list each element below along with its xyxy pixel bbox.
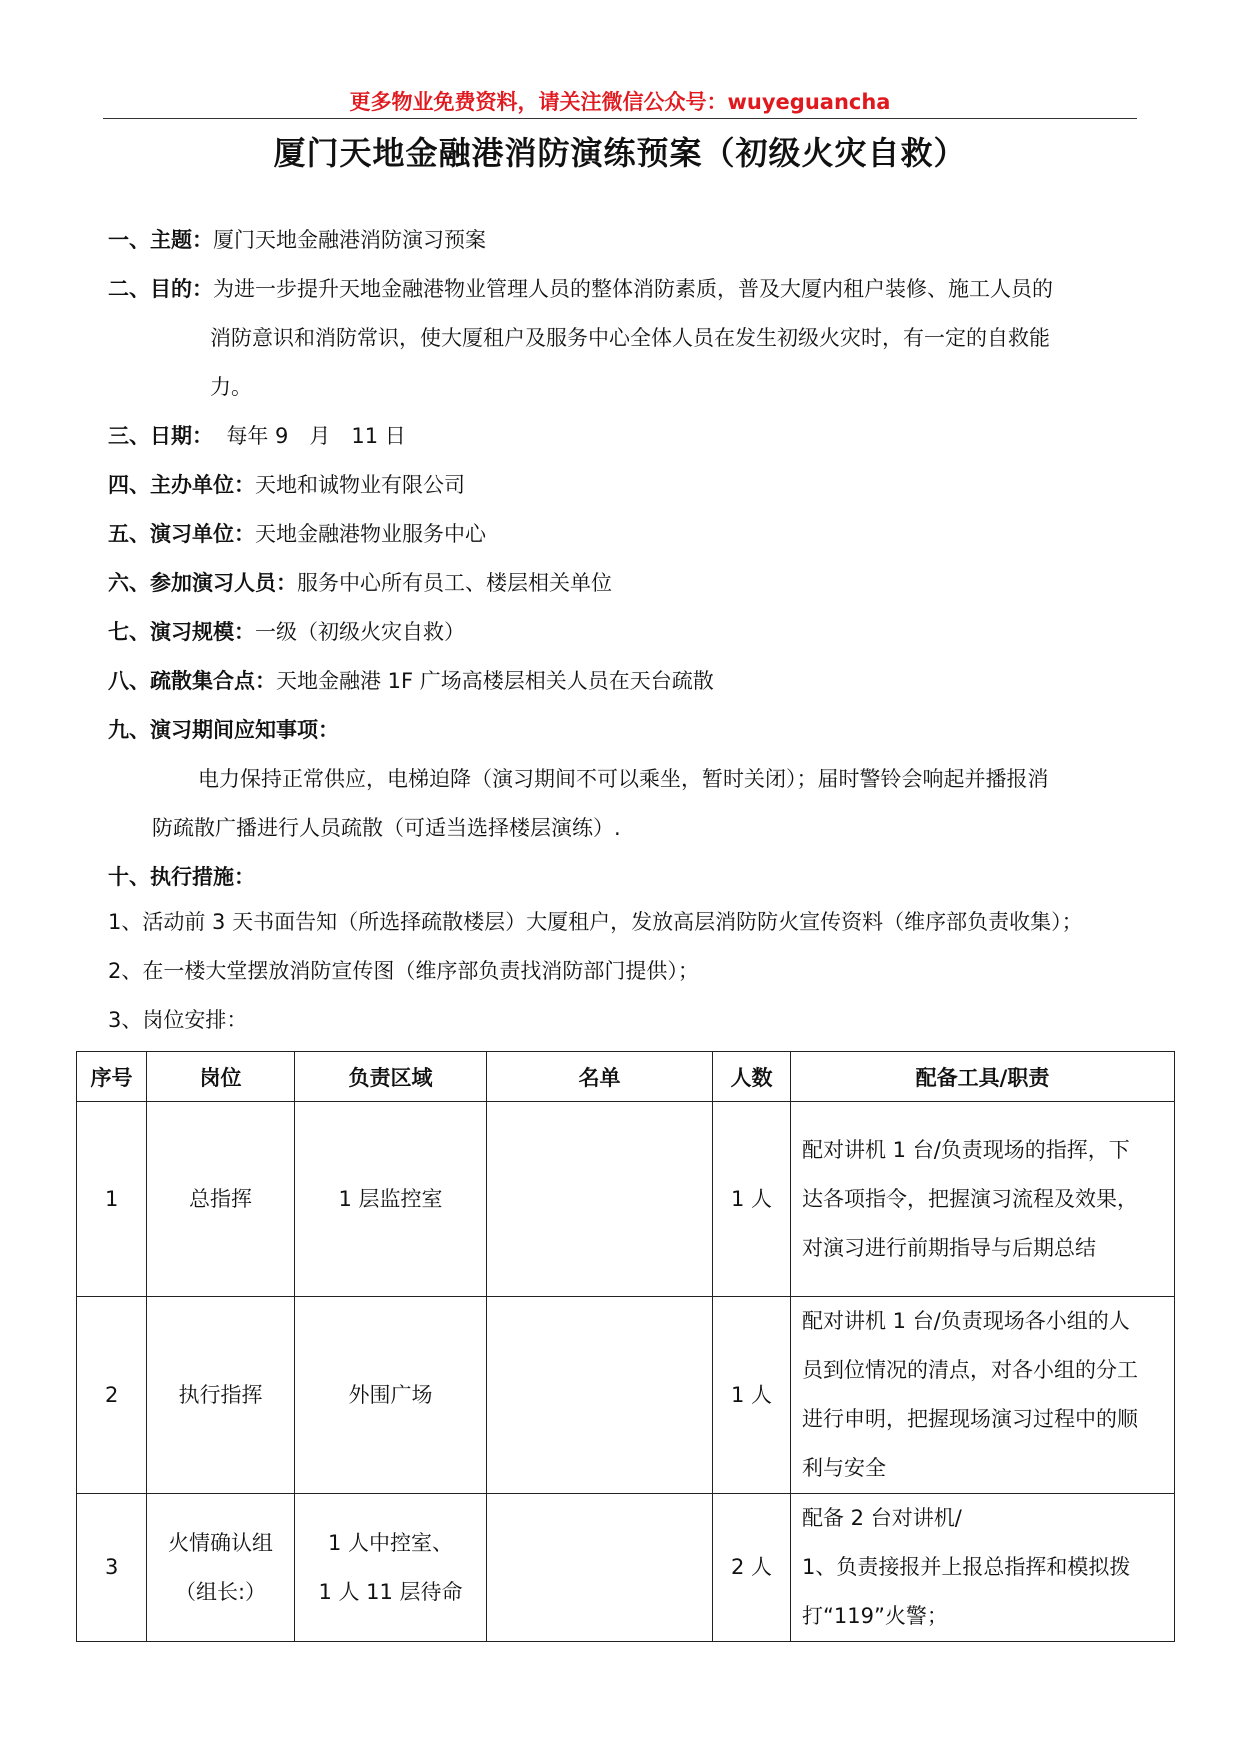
table-row <box>77 1102 1175 1297</box>
section-purpose <box>108 265 1138 314</box>
header-divider <box>103 118 1137 119</box>
cell-area-line: 1 人中控室、 <box>327 1530 454 1555</box>
column-header-post: 岗位 <box>147 1052 295 1102</box>
table-header-row <box>77 1052 1175 1102</box>
section-date <box>108 412 1138 461</box>
cell-post <box>147 1102 295 1297</box>
section-label: 六、参加演习人员： <box>108 571 297 595</box>
cell-area <box>295 1297 487 1494</box>
column-header-area: 负责区域 <box>295 1052 487 1102</box>
section-label: 八、疏散集合点： <box>108 669 276 693</box>
column-header-count: 人数 <box>713 1052 791 1102</box>
cell-duty <box>791 1494 1175 1642</box>
section-text: 为进一步提升天地金融港物业管理人员的整体消防素质，普及大厦内租户装修、施工人员的 <box>213 277 1053 301</box>
cell-post-line: 执行指挥 <box>178 1382 263 1407</box>
cell-names <box>487 1494 713 1642</box>
cell-area <box>295 1494 487 1642</box>
cell-count: 1 人 <box>713 1297 791 1494</box>
cell-duty-line: 进行申明，把握现场演习过程中的顺 <box>802 1407 1138 1431</box>
section-notes <box>108 706 1138 755</box>
post-assignment-table <box>76 1051 1175 1642</box>
plan-sections <box>108 216 1138 902</box>
section-participants <box>108 559 1138 608</box>
section-assembly-point <box>108 657 1138 706</box>
section-label: 二、目的： <box>108 277 213 301</box>
cell-duty <box>791 1102 1175 1297</box>
step-item: 1、活动前 3 天书面告知（所选择疏散楼层）大厦租户，发放高层消防防火宣传资料（维序部负责收集）； <box>108 910 1083 934</box>
cell-duty-line: 打“119”火警； <box>802 1604 948 1628</box>
cell-post <box>147 1494 295 1642</box>
cell-area-line: 1 人 11 层待命 <box>318 1579 463 1604</box>
section-theme <box>108 216 1138 265</box>
cell-no: 2 <box>77 1297 147 1494</box>
section-text: 天地和诚物业有限公司 <box>255 473 465 497</box>
cell-duty-line: 1、负责接报并上报总指挥和模拟拨 <box>802 1555 1131 1579</box>
section-notes-text: 电力保持正常供应，电梯迫降（演习期间不可以乘坐，暂时关闭）；届时警铃会响起并播报消 <box>198 767 1049 791</box>
section-text: 厦门天地金融港消防演习预案 <box>213 228 486 252</box>
measure-steps <box>108 898 1138 1045</box>
section-label: 十、执行措施： <box>108 865 255 889</box>
step-item: 3、岗位安排： <box>108 1008 248 1032</box>
cell-post <box>147 1297 295 1494</box>
cell-count: 1 人 <box>713 1102 791 1297</box>
column-header-names: 名单 <box>487 1052 713 1102</box>
section-measures <box>108 853 1138 902</box>
cell-no: 1 <box>77 1102 147 1297</box>
cell-area-line: 1 层监控室 <box>338 1186 443 1211</box>
cell-duty-line: 配对讲机 1 台/负责现场各小组的人 <box>802 1309 1130 1333</box>
cell-area <box>295 1102 487 1297</box>
section-purpose-cont: 消防意识和消防常识，使大厦租户及服务中心全体人员在发生初级火灾时，有一定的自救能 <box>210 326 1050 350</box>
cell-post-line: 火情确认组 <box>168 1530 273 1555</box>
column-header-no: 序号 <box>77 1052 147 1102</box>
section-text: 服务中心所有员工、楼层相关单位 <box>297 571 612 595</box>
cell-no: 3 <box>77 1494 147 1642</box>
cell-area-line: 外围广场 <box>348 1382 433 1407</box>
table-row <box>77 1494 1175 1642</box>
section-notes-text: 防疏散广播进行人员疏散（可适当选择楼层演练）. <box>152 816 621 840</box>
section-label: 三、日期： <box>108 424 213 448</box>
section-purpose-cont: 力。 <box>210 375 252 399</box>
section-text: 天地金融港物业服务中心 <box>255 522 486 546</box>
step-item: 2、在一楼大堂摆放消防宣传图（维序部负责找消防部门提供）； <box>108 959 699 983</box>
section-label: 一、主题： <box>108 228 213 252</box>
section-scale <box>108 608 1138 657</box>
section-label: 四、主办单位： <box>108 473 255 497</box>
section-label: 九、演习期间应知事项： <box>108 718 339 742</box>
column-header-duty: 配备工具/职责 <box>791 1052 1175 1102</box>
cell-duty-line: 员到位情况的清点，对各小组的分工 <box>802 1358 1138 1382</box>
cell-duty-line: 配对讲机 1 台/负责现场的指挥，下 <box>802 1137 1130 1162</box>
page-title: 厦门天地金融港消防演练预案（初级火灾自救） <box>273 134 967 172</box>
cell-post-line: （组长:） <box>174 1579 267 1604</box>
section-text: 一级（初级火灾自救） <box>255 620 465 644</box>
cell-names <box>487 1297 713 1494</box>
section-text: 每年 9 月 11 日 <box>226 424 406 448</box>
cell-names <box>487 1102 713 1297</box>
section-organizer <box>108 461 1138 510</box>
cell-count: 2 人 <box>713 1494 791 1642</box>
cell-duty <box>791 1297 1175 1494</box>
section-drill-unit <box>108 510 1138 559</box>
table-row <box>77 1297 1175 1494</box>
cell-duty-line: 对演习进行前期指导与后期总结 <box>802 1235 1096 1260</box>
header-promo: 更多物业免费资料，请关注微信公众号：wuyeguancha <box>349 90 891 114</box>
cell-duty-line: 利与安全 <box>802 1456 886 1480</box>
section-label: 五、演习单位： <box>108 522 255 546</box>
section-label: 七、演习规模： <box>108 620 255 644</box>
cell-duty-line: 配备 2 台对讲机/ <box>802 1506 962 1530</box>
cell-post-line: 总指挥 <box>189 1186 252 1211</box>
section-text: 天地金融港 1F 广场高楼层相关人员在天台疏散 <box>276 669 714 693</box>
cell-duty-line: 达各项指令，把握演习流程及效果， <box>802 1186 1138 1211</box>
